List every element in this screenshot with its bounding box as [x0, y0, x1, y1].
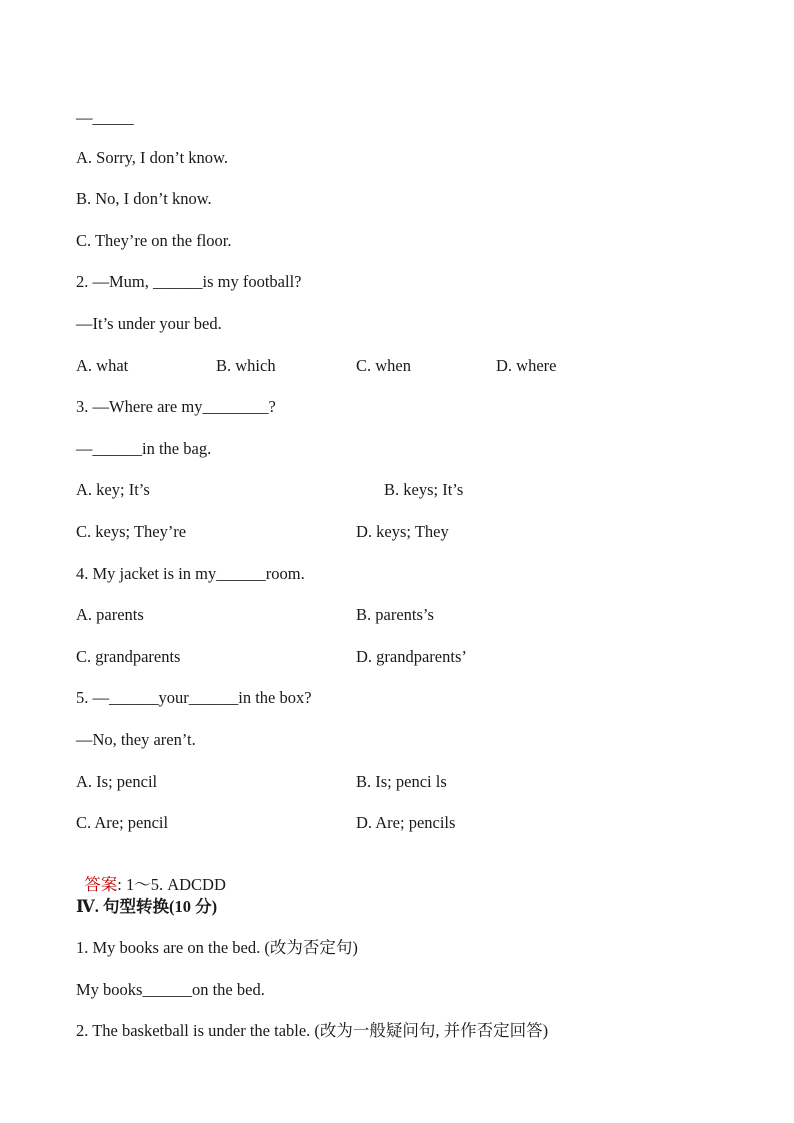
answer-key — [76, 855, 226, 895]
q3-reply: —______in the bag. — [76, 439, 212, 458]
q3-stem: 3. —Where are my________? — [76, 397, 276, 416]
q2-option-d: D. where — [496, 356, 557, 375]
q1-option-b: B. No, I don’t know. — [76, 189, 212, 208]
q3-option-c: C. keys; They’re — [76, 522, 187, 541]
section4-item-1: 1. My books are on the bed. (改为否定句) — [76, 938, 358, 957]
q2-option-b: B. which — [216, 356, 276, 375]
q4-option-b: B. parents’s — [356, 605, 434, 624]
q2-option-a: A. what — [76, 356, 129, 375]
q4-option-c: C. grandparents — [76, 647, 181, 666]
q4-stem: 4. My jacket is in my______room. — [76, 564, 305, 583]
q5-option-d: D. Are; pencils — [356, 813, 456, 832]
q4-option-d: D. grandparents’ — [356, 647, 467, 666]
q2-stem: 2. —Mum, ______is my football? — [76, 272, 302, 291]
answer-text: : 1～5. ADCDD — [117, 875, 226, 894]
q3-option-d: D. keys; They — [356, 522, 449, 541]
section4-item-1-blank: My books______on the bed. — [76, 980, 265, 999]
q1-answer-blank: —_____ — [76, 108, 134, 127]
q1-option-a: A. Sorry, I don’t know. — [76, 148, 229, 167]
q5-option-c: C. Are; pencil — [76, 813, 169, 832]
q5-stem: 5. —______your______in the box? — [76, 688, 312, 707]
answer-label: 答案 — [84, 875, 118, 894]
q5-reply: —No, they aren’t. — [76, 730, 196, 749]
q2-reply: —It’s under your bed. — [76, 314, 222, 333]
q3-option-a: A. key; It’s — [76, 480, 150, 499]
q1-option-c: C. They’re on the floor. — [76, 231, 232, 250]
q3-option-b: B. keys; It’s — [384, 480, 464, 499]
q5-option-a: A. Is; pencil — [76, 772, 158, 791]
q4-option-a: A. parents — [76, 605, 144, 624]
q2-option-c: C. when — [356, 356, 411, 375]
q5-option-b: B. Is; penci ls — [356, 772, 447, 791]
section-title: Ⅳ. 句型转换(10 分) — [76, 897, 218, 916]
section4-item-2: 2. The basketball is under the table. (改为一般疑问句, 并作否定回答) — [76, 1021, 549, 1040]
